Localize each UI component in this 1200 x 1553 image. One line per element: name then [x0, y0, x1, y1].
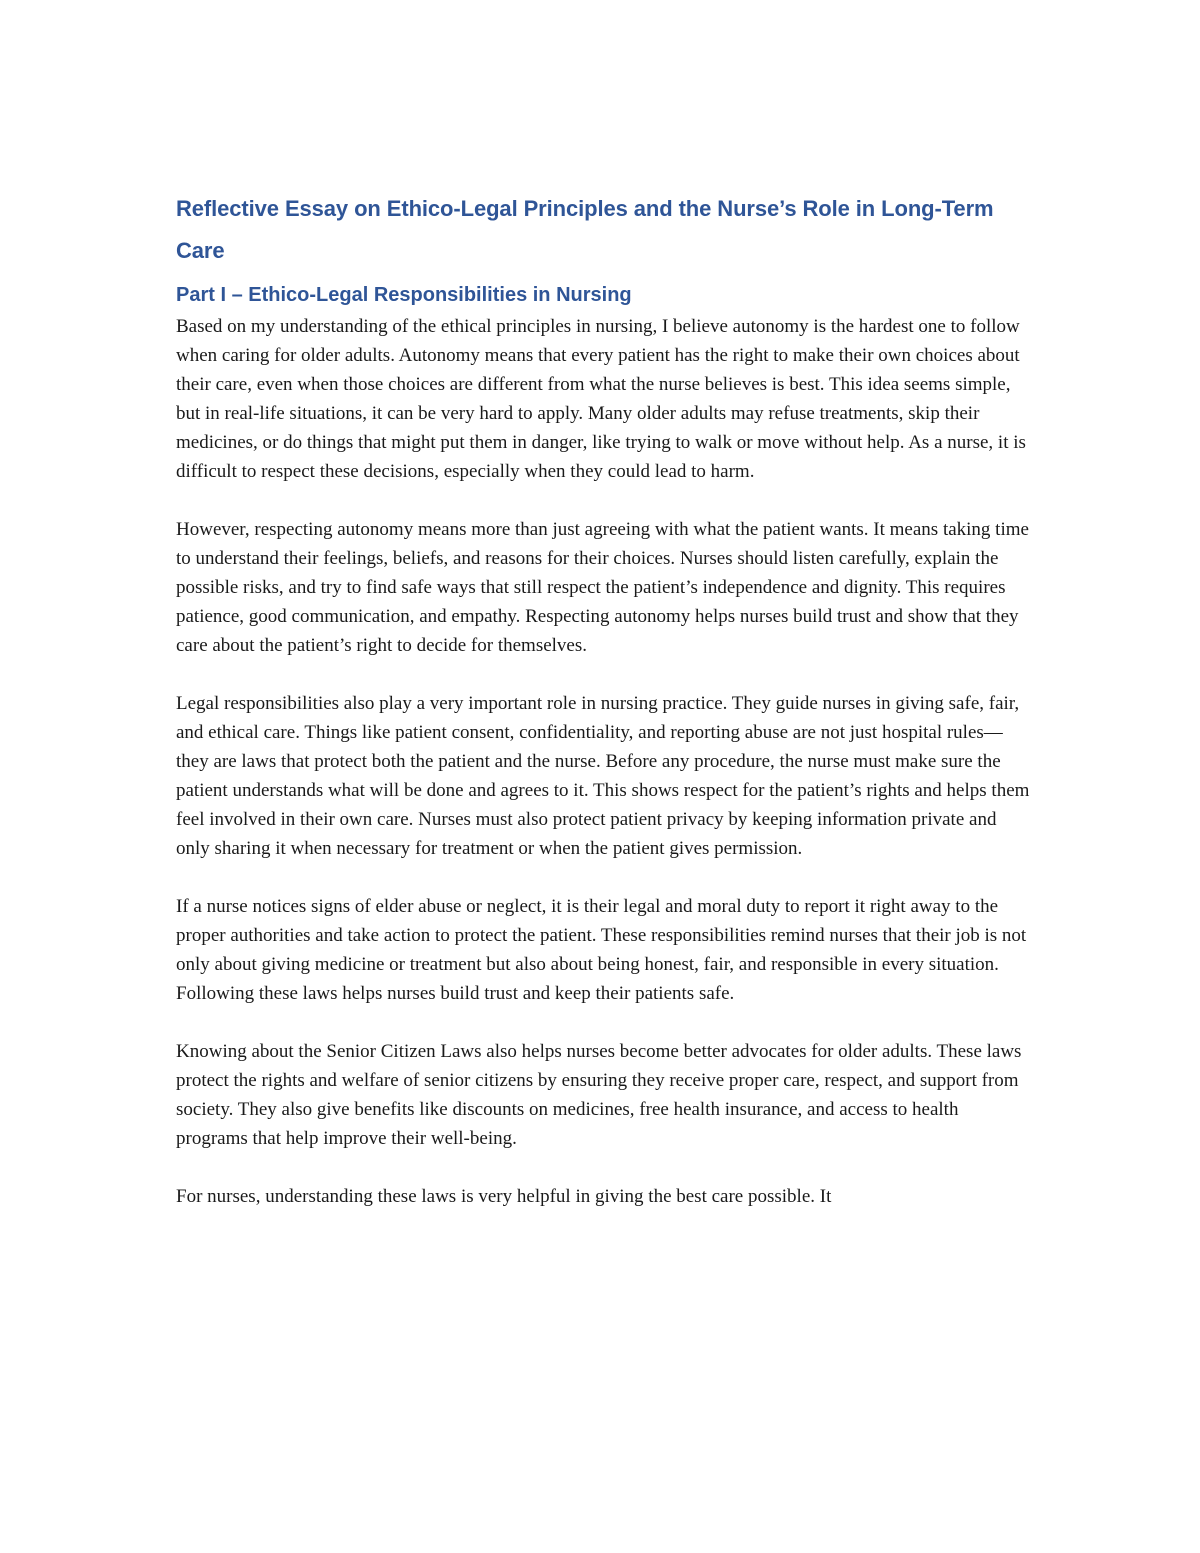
section-heading-part-1: Part I – Ethico-Legal Responsibilities in Nursing	[176, 284, 632, 306]
paragraph: Based on my understanding of the ethical principles in nursing, I believe autonomy is the hardest one to follow when caring for older adults. Autonomy means that every patient has the right to make their own choices about their care, even when those choices are different from what the nurse believes is best. This idea seems simple, but in real-life situations, it can be very hard to apply. Many older adults may refuse treatments, skip their medicines, or do things that might put them in danger, like trying to walk or move without help. As a nurse, it is difficult to respect these decisions, especially when they could lead to harm.	[176, 316, 1026, 482]
paragraph: If a nurse notices signs of elder abuse or neglect, it is their legal and moral duty to report it right away to the proper authorities and take action to protect the patient. These responsibilities remind nurses that their job is not only about giving medicine or treatment but also about being honest, fair, and responsible in every situation. Following these laws helps nurses build trust and keep their patients safe.	[176, 896, 1027, 1004]
paragraph: Knowing about the Senior Citizen Laws also helps nurses become better advocates for older adults. These laws protect the rights and welfare of senior citizens by ensuring they receive proper care, respect, and support from society. They also give benefits like discounts on medicines, free health insurance, and access to health programs that help improve their well-being.	[176, 1041, 1022, 1149]
paragraph: However, respecting autonomy means more than just agreeing with what the patient wants. It means taking time to understand their feelings, beliefs, and reasons for their choices. Nurses should listen carefully, explain the possible risks, and try to find safe ways that still respect the patient’s independence and dignity. This requires patience, good communication, and empathy. Respecting autonomy helps nurses build trust and show that they care about the patient’s right to decide for themselves.	[176, 519, 1029, 656]
document-body	[176, 188, 1032, 1211]
paragraph: Legal responsibilities also play a very important role in nursing practice. They guide nurses in giving safe, fair, and ethical care. Things like patient consent, confidentiality, and reporting abuse are not just hospital rules—they are laws that protect both the patient and the nurse. Before any procedure, the nurse must make sure the patient understands what will be done and agrees to it. This shows respect for the patient’s rights and helps them feel involved in their own care. Nurses must also protect patient privacy by keeping information private and only sharing it when necessary for treatment or when the patient gives permission.	[176, 693, 1030, 859]
paragraph: For nurses, understanding these laws is very helpful in giving the best care possible. It	[176, 1186, 832, 1207]
document-title: Reflective Essay on Ethico-Legal Principles and the Nurse’s Role in Long-Term Care	[176, 196, 994, 263]
